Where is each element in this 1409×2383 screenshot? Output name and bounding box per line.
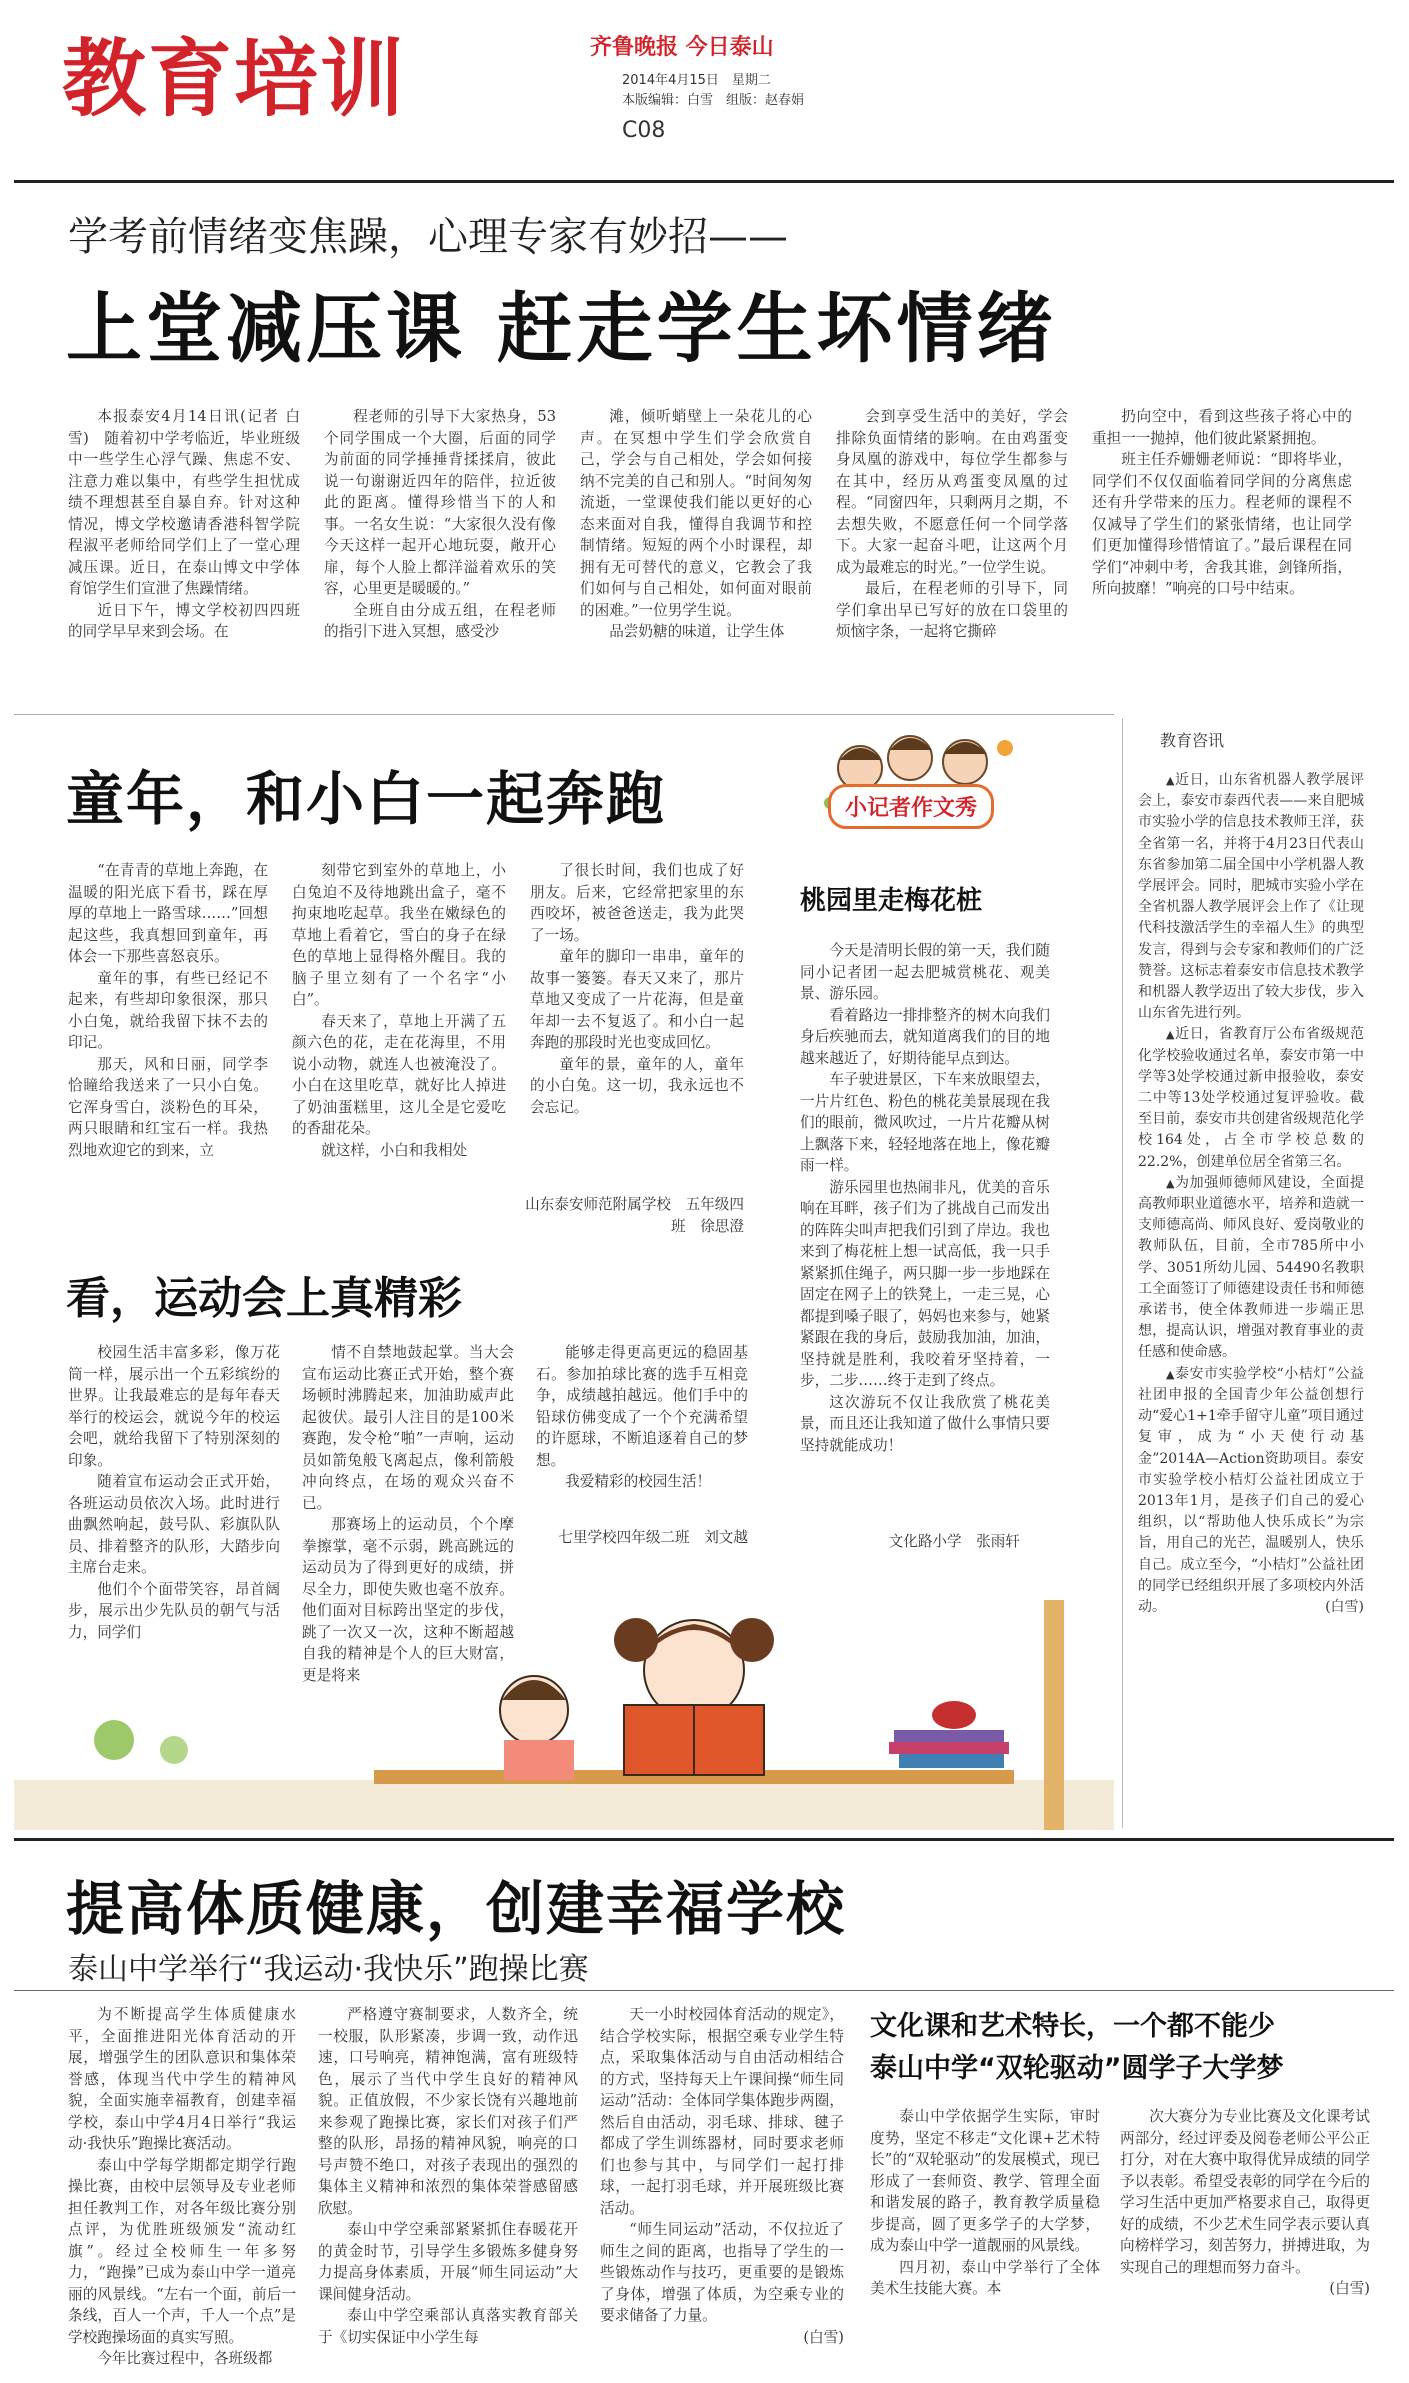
article5-column-1	[68, 2004, 296, 2374]
paragraph: 童年的景，童年的人，童年的小白兔。这一切，我永远也不会忘记。	[530, 1055, 744, 1116]
news-item: ▲泰安市实验学校“小桔灯”公益社团申报的全国青少年公益创想行动“爱心1+1牵手留守儿童”项目通过复审，成为“小天使行动基金”2014A—Action资助项目。泰安市实验学校小桔灯公益社团成立于2013年1月，是孩子们自己的爱心组织，以“帮助他人快乐成长”为宗旨，用自己的光芒，温暖别人，快乐自己。成立至今，“小桔灯”公益社团的同学已经组织开展了多项校内外活动。 (白雪)	[1138, 1365, 1364, 1615]
paragraph: 天一小时校园体育活动的规定》，结合学校实际，根据空乘专业学生特点，采取集体活动与自由活动相结合的方式，坚持每天上午课间操“师生同运动”活动：全体同学集体跑步两圈，然后自由活动，羽毛球、排球、毽子都成了学生训练器材，同时要求老师们也参与其中，与同学们一起打排球，一起打羽毛球，并开展班级比赛活动。	[600, 2006, 844, 2217]
paragraph: 泰山中学依据学生实际，审时度势，坚定不移走“文化课+艺术特长”的“双轮驱动”的发展模式，现已形成了一套师资、教学、管理全面和谐发展的路子，教育教学质量稳步提高，圆了更多学子的大学梦，成为泰山中学一道靓丽的风景线。	[870, 2108, 1100, 2254]
article4-byline: 七里学校四年级二班 刘文越	[558, 1529, 748, 1546]
paragraph: 今年比赛过程中，各班级都	[97, 2350, 273, 2367]
news-item: ▲近日，省教育厅公布省级规范化学校验收通过名单，泰安市第一中学等3处学校通过新申报验收，泰安二中等13处学校通过复评验收。截至目前，泰安市共创建省级规范化学校164处，占全市学校总数的22.2%，创建单位居全省第三名。	[1138, 1026, 1364, 1170]
paragraph: 泰山中学每学期都定期学行跑操比赛，由校中层领导及专业老师担任教判工作，对各年级比赛分别点评，为优胜班级颁发“流动红旗”。经过全校师生一年多努力，“跑操”已成为泰山中学一道亮丽的风景线。“左右一个面，前后一条线，百人一个声，千人一个点”是学校跑操场面的真实写照。	[68, 2156, 296, 2346]
article6-column-1	[870, 2106, 1100, 2376]
article6-byline: (白雪)	[1329, 2280, 1370, 2297]
paragraph: 我爱精彩的校园生活！	[565, 1473, 712, 1490]
editor-credits: 本版编辑：白雪 组版：赵春娟	[622, 93, 805, 108]
article1-column-1	[68, 406, 300, 704]
paragraph: 刻带它到室外的草地上，小白兔迫不及待地跳出盒子，毫不拘束地吃起草。我坐在嫩绿色的草地上看着它，雪白的身子在绿色的草地上显得格外醒目。我的脑子里立刻有了一个名字“小白”。	[292, 862, 506, 1008]
paragraph: 能够走得更高更远的稳固基石。参加拍球比赛的选手互相竞争，成绩越拍越远。他们手中的铅球仿佛变成了一个个充满希望的许愿球，不断追逐着自己的梦想。	[536, 1344, 748, 1469]
paragraph: 最后，在程老师的引导下，同学们拿出早已写好的放在口袋里的烦恼字条，一起将它撕碎	[836, 580, 1068, 640]
article1-column-4	[836, 406, 1068, 704]
article4-headline: 看，运动会上真精彩	[66, 1273, 462, 1324]
news-item: ▲近日，山东省机器人教学展评会上，泰安市泰西代表——来自肥城市实验小学的信息技术教师王洋，获全省第一名，并将于4月23日代表山东省参加第二届全国中小学机器人教学展评会。同时，肥城市实验小学在全省机器人教学展评会上作了《让现代科技激活学生的幸福人生》的典型发言，得到与会专家和教师们的广泛赞誉。这标志着泰安市信息技术教学和机器人教学迈出了较大步伐，步入山东省先进行列。	[1138, 772, 1364, 1022]
article1-headline: 上堂减压课 赶走学生坏情绪	[66, 284, 1057, 373]
paragraph: 情不自禁地鼓起掌。当大会宣布运动比赛正式开始，整个赛场顿时沸腾起来，加油助威声此起彼伏。最引人注目的是100米赛跑，发令枪“啪”一声响，运动员如箭兔般飞离起点，像利箭般冲向终点，在场的观众兴奋不已。	[302, 1344, 514, 1512]
article3-headline: 桃园里走梅花桩	[800, 886, 983, 916]
paragraph: 童年的脚印一串串，童年的故事一篓篓。春天又来了，那片草地又变成了一片花海，但是童年却一去不复返了。和小白一起奔跑的那段时光也变成回忆。	[530, 948, 744, 1051]
paragraph: 为不断提高学生体质健康水平，全面推进阳光体育活动的开展，增强学生的团队意识和集体荣誉感，体现当代中学生的精神风貌，全面实施幸福教育，创建幸福学校，泰山中学4月4日举行“我运动·我快乐”跑操比赛活动。	[68, 2006, 296, 2152]
article2-headline: 童年，和小白一起奔跑	[66, 765, 667, 833]
sidebar-news	[1138, 770, 1364, 1800]
paragraph: 了很长时间，我们也成了好朋友。后来，它经常把家里的东西咬坏，被爸爸送走，我为此哭了一场。	[530, 862, 744, 944]
article5-headline: 提高体质健康，创建幸福学校	[66, 1875, 847, 1943]
article2-column-2	[292, 860, 506, 1240]
paragraph: 班主任乔姗姗老师说：“即将毕业，同学们不仅仅面临着同学间的分离焦虑还有升学带来的压力。程老师的课程不仅减导了学生们的紧张情绪，也让同学们更加懂得珍惜情谊了。”最后课程在同学们“冲刺中考，舍我其谁，剑锋所指，所向披靡！”响亮的口号中结束。	[1092, 451, 1352, 597]
article1-column-2	[324, 406, 556, 704]
paragraph: 今天是清明长假的第一天，我们随同小记者团一起去肥城赏桃花、观美景、游乐园。	[800, 942, 1050, 1002]
paragraph: 会到享受生活中的美好，学会排除负面情绪的影响。在由鸡蛋变身凤凰的游戏中，每位学生都参与在其中，经历从鸡蛋变凤凰的过程。“同窗四年，只剩两月之期，不去想失败，不愿意任何一个同学落下。大家一起奋斗吧，让这两个月成为最难忘的时光。”一位学生说。	[836, 408, 1068, 576]
article3-byline: 文化路小学 张雨轩	[888, 1533, 1020, 1550]
paragraph: 严格遵守赛制要求，人数齐全，统一校服，队形紧凑，步调一致，动作迅速，口号响亮，精神饱满，富有班级特色，展示了当代中学生良好的精神风貌。正值放假，不少家长饶有兴趣地前来参观了跑操比赛，家长们对孩子们严整的队形，昂扬的精神风貌，响亮的口号声赞不绝口，对孩子表现出的强烈的集体主义精神和浓烈的集体荣誉感留感欣慰。	[318, 2006, 578, 2217]
issue-date: 2014年4月15日 星期二	[622, 73, 771, 88]
illustration-icon	[14, 1600, 1114, 1830]
paragraph: 那天，风和日丽，同学李恰瞳给我送来了一只小白兔。它浑身雪白，淡粉色的耳朵，两只眼睛和红宝石一样。我热烈地欢迎它的到来，立	[68, 1055, 268, 1159]
paragraph: 泰山中学空乘部认真落实教育部关于《切实保证中小学生每	[318, 2307, 578, 2346]
paragraph: “在青青的草地上奔跑，在温暖的阳光底下看书，踩在厚厚的草地上一路雪球……”回想起这些，我真想回到童年，再体会一下那些喜怒哀乐。	[68, 862, 268, 965]
article1-column-5	[1092, 406, 1352, 704]
paragraph: 这次游玩不仅让我欣赏了桃花美景，而且还让我知道了做什么事情只要坚持就能成功！	[800, 1393, 1050, 1454]
paragraph: 就这样，小白和我相处	[321, 1141, 468, 1159]
column-badge: 小记者作文秀	[828, 784, 994, 829]
article1-column-3	[580, 406, 812, 704]
paragraph: 程老师的引导下大家热身，53个同学围成一个大圈，后面的同学为前面的同学捶捶背揉揉肩，彼此说一句谢谢近四年的陪伴，拉近彼此的距离。懂得珍惜当下的人和事。一名女生说：“大家很久没有像今天这样一起开心地玩耍，敞开心扉，每个人脸上都洋溢着欢乐的笑容，心里更是暖暖的。”	[324, 408, 556, 597]
masthead-rule	[14, 180, 1394, 183]
paragraph: 次大赛分为专业比赛及文化课考试两部分，经过评委及阅卷老师公平公正打分，对在大赛中取得优异成绩的同学予以表彰。希望受表彰的同学在今后的学习生活中更加严格要求自己，取得更好的成绩，不少艺术生同学表示要认真向榜样学习，刻苦努力，拼搏进取，为实现自己的理想而努力奋斗。	[1120, 2108, 1370, 2276]
section-rule	[14, 1838, 1394, 1841]
paragraph: 品尝奶糖的味道，让学生体	[609, 623, 785, 640]
paragraph: 车子驶进景区，下车来放眼望去，一片片红色、粉色的桃花美景展现在我们的眼前，微风吹过，一片片花瓣从树上飘落下来，轻轻地落在地上，像花瓣雨一样。	[800, 1071, 1050, 1174]
paragraph: 滩，倾听蛸壁上一朵花儿的心声。在冥想中学生们学会欣赏自己，学会与自己相处，学会如何接纳不完美的自己和别人。“时间匆匆流逝，一堂课使我们能以更好的心态来面对自我，懂得自我调节和控制情绪。短短的两个小时课程，却拥有无可替代的意义，它教会了我们如何与自己相处，如何面对眼前的困难。”一位男学生说。	[580, 408, 812, 619]
article6-column-2	[1120, 2106, 1370, 2376]
newspaper-brand: 齐鲁晚报 今日泰山	[590, 34, 774, 60]
article2-column-3	[530, 860, 744, 1190]
paragraph: 近日下午，博文学校初四四班的同学早早来到会场。在	[68, 601, 300, 640]
news-item: ▲为加强师德师风建设，全面提高教师职业道德水平，培养和造就一支师德高尚、师风良好、爱岗敬业的教师队伍，目前，全市785所中小学、3051所幼儿园、54490名教职工全面签订了师德建设责任书和师德承诺书，使全体教师进一步端正思想，提高认识，增强对教育事业的责任感和使命感。	[1138, 1174, 1364, 1361]
article2-byline: 山东泰安师范附属学校 五年级四班 徐思澄	[525, 1196, 744, 1235]
paragraph: 那赛场上的运动员，个个摩拳擦掌，毫不示弱，跳高跳远的运动员为了得到更好的成绩，拼尽全力，即使失败也毫不放弃。他们面对目标跨出坚定的步伐，跳了一次又一次，这种不断超越自我的精神是个人的巨大财富，更是将来	[302, 1516, 514, 1684]
paragraph: 四月初，泰山中学举行了全体美术生技能大赛。本	[870, 2258, 1100, 2297]
paragraph: 随着宣布运动会正式开始，各班运动员依次入场。此时进行曲飘然响起，鼓号队、彩旗队队员、排着整齐的队形，大踏步向主席台走来。	[68, 1473, 280, 1576]
divider	[14, 714, 1114, 715]
paragraph: “师生同运动”活动，不仅拉近了师生之间的距离，也指导了学生的一些锻炼动作与技巧，更重要的是锻炼了身体，增强了体质，为空乘专业的要求储备了力量。	[600, 2221, 844, 2324]
sidebar-label: 教育咨讯	[1160, 731, 1225, 750]
paragraph: 游乐园里也热闹非凡，优美的音乐响在耳畔，孩子们为了挑战自己而发出的阵阵尖叫声把我们引到了岸边。我也来到了梅花桩上想一试高低，我一只手紧紧抓住绳子，两只脚一步一步地踩在固定在网子上的铁凳上，一走三晃，心都提到嗓子眼了，妈妈也来参与，她紧紧跟在我的身后，鼓励我加油，加油，坚持就是胜利，我咬着牙坚持着，一步，二步……终于走到了终点。	[800, 1178, 1050, 1389]
article5-column-2	[318, 2004, 578, 2374]
paragraph: 童年的事，有些已经记不起来，有些却印象很深，那只小白兔，就给我留下抹不去的印记。	[68, 969, 268, 1051]
article4-column-3	[536, 1342, 748, 1522]
page-number: C08	[622, 118, 666, 143]
paragraph: 校园生活丰富多彩，像万花筒一样，展示出一个五彩缤纷的世界。让我最难忘的是每年春天举行的校运会，就说今年的校运会吧，就给我留下了特别深刻的印象。	[68, 1344, 280, 1469]
section-title: 教育培训	[62, 30, 407, 128]
paragraph: 看着路边一排排整齐的树木向我们身后疾驰而去，就知道离我们的目的地越来越近了，好期待能早点到达。	[800, 1006, 1050, 1067]
article2-column-1	[68, 860, 268, 1240]
paragraph: 本报泰安4月14日讯(记者 白雪) 随着初中学考临近，毕业班级中一些学生心浮气躁、焦虑不安、注意力难以集中，有些学生担忧成绩不理想甚至自暴自弃。针对这种情况，博文学校邀请香港科智学院程淑平老师给同学们上了一堂心理减压课。近日，在泰山博文中学体育馆学生们宣泄了焦躁情绪。	[68, 408, 300, 597]
paragraph: 春天来了，草地上开满了五颜六色的花，走在花海里，不用说小动物，就连人也被淹没了。小白在这里吃草，就好比人掉进了奶油蛋糕里，这儿全是它爱吃的香甜花朵。	[292, 1012, 506, 1137]
paragraph: 他们个个面带笑容，昂首阔步，展示出少先队员的朝气与活力，同学们	[68, 1580, 280, 1641]
article1-kicker: 学考前情绪变焦躁，心理专家有妙招——	[68, 214, 788, 260]
article5-byline: (白雪)	[803, 2328, 844, 2346]
paragraph: 扔向空中，看到这些孩子将心中的重担一一抛掉，他们彼此紧紧拥抱。	[1092, 408, 1352, 447]
article3-body	[800, 940, 1050, 1520]
reading-girl-illustration	[14, 1600, 1114, 1830]
divider	[14, 1990, 1394, 1991]
paragraph: 全班自由分成五组，在程老师的指引下进入冥想，感受沙	[324, 601, 556, 640]
article6-headline: 文化课和艺术特长，一个都不能少	[870, 2011, 1275, 2042]
paragraph: 泰山中学空乘部紧紧抓住春暖花开的黄金时节，引导学生多锻炼多健身努力提高身体素质，开展“师生同运动”大课间健身活动。	[318, 2221, 578, 2303]
article6-subhead: 泰山中学“双轮驱动”圆学子大学梦	[870, 2053, 1284, 2084]
article5-column-3	[600, 2004, 844, 2374]
article5-subhead: 泰山中学举行“我运动·我快乐”跑操比赛	[68, 1952, 589, 1987]
